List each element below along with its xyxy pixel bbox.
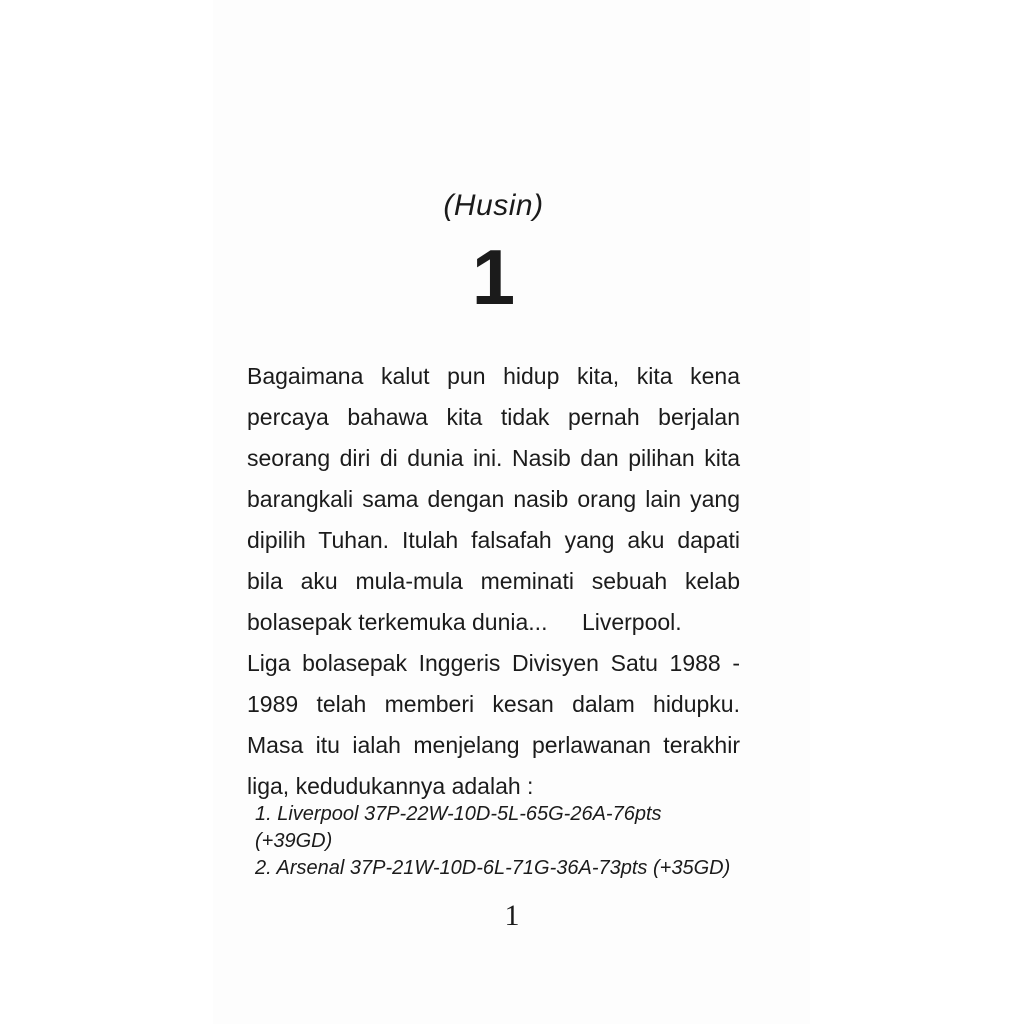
- body-line: bila aku mula-mula meminati sebuah kelab: [247, 568, 740, 594]
- body-line: Bagaimana kalut pun hidup kita, kita kena: [247, 363, 740, 389]
- body-line: Masa itu ialah menjelang perlawanan terakhir: [247, 732, 740, 758]
- author-header: (Husin): [443, 189, 544, 222]
- body-line: liga, kedudukannya adalah :: [247, 773, 534, 799]
- body-line: barangkali sama dengan nasib orang lain yang: [247, 486, 740, 512]
- standings-item: 2. Arsenal 37P-21W-10D-6L-71G-36A-73pts (+35GD): [255, 857, 731, 879]
- chapter-number: 1: [471, 233, 516, 321]
- body-line: seorang diri di dunia ini. Nasib dan pilihan kita: [247, 445, 740, 471]
- body-line: bolasepak terkemuka dunia... Liverpool.: [247, 609, 682, 635]
- page-content: [247, 0, 740, 882]
- body-text: [247, 356, 740, 807]
- body-line: dipilih Tuhan. Itulah falsafah yang aku dapati: [247, 527, 740, 553]
- body-line: 1989 telah memberi kesan dalam hidupku.: [247, 691, 740, 717]
- league-standings-list: [247, 801, 740, 882]
- body-line: Liga bolasepak Inggeris Divisyen Satu 1988 -: [247, 650, 740, 676]
- standings-item: 1. Liverpool 37P-22W-10D-5L-65G-26A-76pts (+39GD): [255, 803, 662, 852]
- body-line: percaya bahawa kita tidak pernah berjalan: [247, 404, 740, 430]
- page-number: 1: [504, 899, 520, 932]
